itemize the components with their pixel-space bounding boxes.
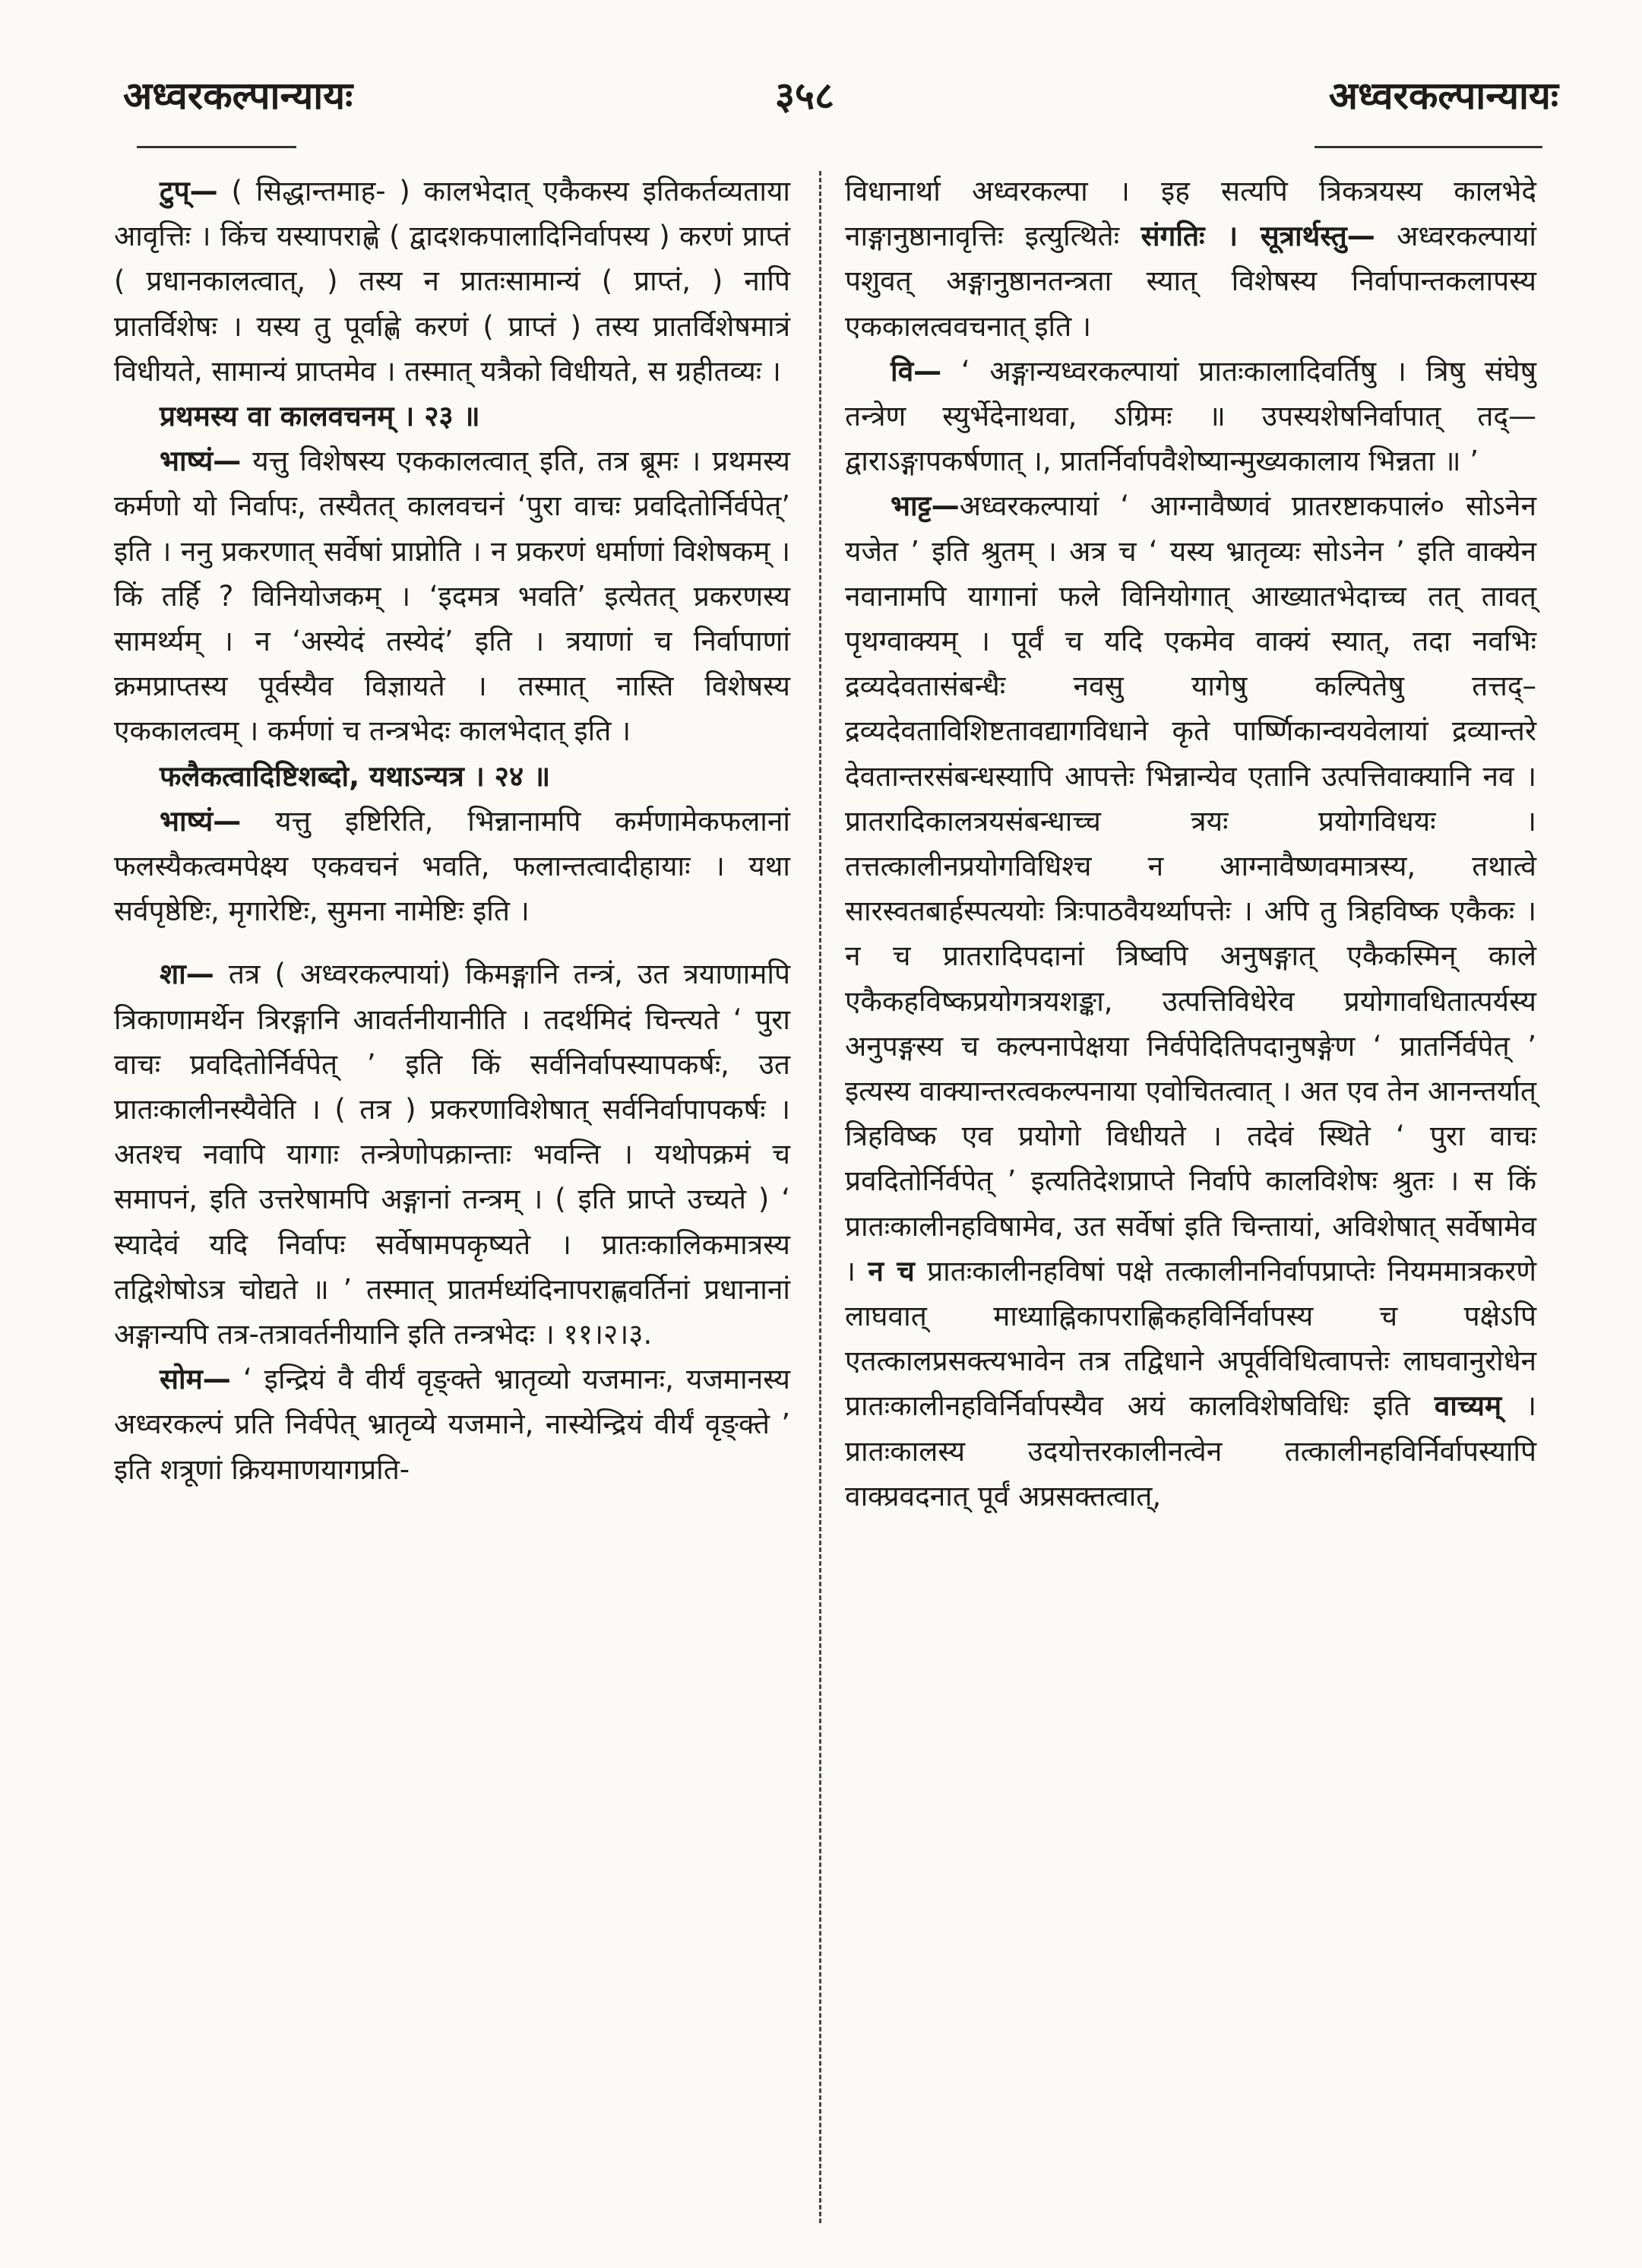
sha-commentary xyxy=(114,952,790,1357)
running-head-right: अध्वरकल्पान्यायः xyxy=(1328,74,1558,118)
sutra-24: फलैकत्वादिष्टिशब्दो, यथाऽन्यत्र । २४ ॥ xyxy=(160,759,551,793)
bhashya-24 xyxy=(114,799,790,934)
column-divider xyxy=(819,171,821,2223)
soma-cont-text-2: अध्वरकल्पायां पशुवत् अङ्गानुष्ठानतन्त्रता स्यात् विशेषस्य निर्वापान्तकलापस्य एककालत्ववचनात् इति । xyxy=(845,220,1537,343)
sha-text: तत्र ( अध्वरकल्पायां) किमङ्गानि तन्त्रं, उत त्रयाणामपि त्रिकाणामर्थेन त्रिरङ्गानि आवर्तनीयानीति । तदर्थमिदं चिन्त्यते ‘ पुरा वाचः प्रवदितोर्निर्वपेत् ’ इति किं सर्वनिर्वापस्यापकर्षः, उत प्रातःकालीनस्यैवेति । ( तत्र ) प्रकरणाविशेषात् सर्वनिर्वापापकर्षः । अतश्च नवापि यागाः तन्त्रेणोपक्रान्ताः भवन्ति । यथोपक्रमं च समापनं, इति उत्तरेषामपि अङ्गानां तन्त्रम् । ( इति प्राप्ते उच्यते ) ‘ स्यादेवं यदि निर्वापः सर्वेषामपकृष्यते । प्रातःकालिकमात्रस्य तद्विशेषोऽत्र चोद्यते ॥ ’ तस्मात् प्रातर्मध्यंदिनापराह्णवर्तिनां प्रधानानां अङ्गान्यपि तत्र-तत्रावर्तनीयानि इति तन्त्रभेदः । ११।२।३. xyxy=(114,958,790,1351)
header-rule-left xyxy=(137,146,296,148)
soma-commentary xyxy=(114,1357,790,1492)
soma-continuation xyxy=(845,169,1536,349)
bhatta-commentary xyxy=(845,483,1536,1519)
header-rule-right xyxy=(1315,146,1542,148)
tup-text: ( सिद्धान्तमाह- ) कालभेदात् एकैकस्य इतिकर्तव्यताया आवृत्तिः । किंच यस्यापराह्णे ( द्वादशकपालादिनिर्वापस्य ) करणं प्राप्तं ( प्रधानकालत्वात्, ) तस्य न प्रातःसामान्यं ( प्राप्तं, ) नापि प्रातर्विशेषः । यस्य तु पूर्वाह्णे करणं ( प्राप्तं ) तस्य प्रातर्विशेषमात्रं विधीयते, सामान्यं प्राप्तमेव । तस्मात् यत्रैको विधीयते, स ग्रहीतव्यः । xyxy=(114,175,790,388)
vi-commentary xyxy=(845,349,1536,484)
bhatta-text-2: प्रातःकालीनहविषां पक्षे तत्कालीननिर्वापप्राप्तेः नियममात्रकरणे लाघवात् माध्याह्निकापराह्णिकहविर्निर्वापस्य च पक्षेऽपि एतत्कालप्रसक्त्यभावेन तत्र तद्विधाने अपूर्वविधित्वापत्तेः लाघवानुरोधेन प्रातःकालीनहविर्निर्वापस्यैव अयं कालविशेषविधिः इति xyxy=(845,1254,1536,1423)
bhatta-label: भाट्ट— xyxy=(891,489,960,523)
left-column xyxy=(114,169,790,1492)
page-number: ३५८ xyxy=(775,74,834,118)
bhashya-24-text: यत्तु इष्टिरिति, भिन्नानामपि कर्मणामेकफलानां फलस्यैकत्वमपेक्ष्य एकवचनं भवति, फलान्तत्वादीहायाः । यथा सर्वपृष्ठेष्टिः, मृगारेष्टिः, सुमना नामेष्टिः इति । xyxy=(114,804,790,928)
tup-commentary xyxy=(114,169,790,394)
right-column xyxy=(845,169,1536,1519)
bhatta-text-3: । प्रातःकालस्य उदयोत्तरकालीनत्वेन तत्कालीनहविर्निर्वापस्यापि वाक्प्रवदनात् पूर्वं अप्रसक्तत्वात्, xyxy=(845,1389,1536,1513)
bhashya-24-label: भाष्यं— xyxy=(160,804,242,838)
tup-label: टुप्— xyxy=(160,175,218,207)
vi-label: वि— xyxy=(891,354,942,388)
soma-cont-text: विधानार्था अध्वरकल्पा । इह सत्यपि त्रिकत्रयस्य कालभेदे नाङ्गानुष्ठानावृत्तिः इत्युत्थितेः xyxy=(845,175,1536,253)
bhatta-text: अध्वरकल्पायां ‘ आग्नावैष्णवं प्रातरष्टाकपालं० सोऽनेन यजेत ’ इति श्रुतम् । अत्र च ‘ यस्य भ्रातृव्यः सोऽनेन ’ इति वाक्येन नवानामपि यागानां फले विनियोगात् आख्यातभेदाच्च तत् तावत् पृथग्वाक्यम् । पूर्वं च यदि एकमेव वाक्यं स्यात्, तदा नवभिः द्रव्यदेवतासंबन्धैः नवसु यागेषु कल्पितेषु तत्तद्–द्रव्यदेवताविशिष्टतावद्यागविधाने कृते पार्ष्णिकान्वयवेलायां द्रव्यान्तरे देवतान्तरसंबन्धस्यापि आपत्तेः भिन्नान्येव एतानि उत्पत्तिवाक्यानि नव । प्रातरादिकालत्रयसंबन्धाच्च त्रयः प्रयोगविधयः । तत्तत्कालीनप्रयोगविधिश्च न आग्नावैष्णवमात्रस्य, तथात्वे सारस्वतबार्हस्पत्ययोः त्रिःपाठवैयर्थ्यापत्तेः । अपि तु त्रिहविष्क एकैकः । न च प्रातरादिपदानां त्रिष्वपि अनुषङ्गात् एकैकस्मिन् काले एकैकहविष्कप्रयोगत्रयशङ्का, उत्पत्तिविधेरेव प्रयोगावधितात्पर्यस्य अनुपङ्गस्य च कल्पनापेक्षया निर्वपेदितिपदानुषङ्गेण ‘ प्रातर्निर्वपेत् ’ इत्यस्य वाक्यान्तरत्वकल्पनाया एवोचितत्वात् । अत एव तेन आनन्तर्यात् त्रिहविष्क एव प्रयोगो विधीयते । तदेवं स्थिते ‘ पुरा वाचः प्रवदितोर्निर्वपेत् ’ इत्यतिदेशप्राप्ते निर्वापे कालविशेषः श्रुतः । स किं प्रातःकालीनहविषामेव, उत सर्वेषां इति चिन्तायां, अविशेषात् सर्वेषामेव । xyxy=(845,489,1536,1288)
soma-label: सोम— xyxy=(160,1363,231,1396)
soma-text: ‘ इन्द्रियं वै वीर्यं वृङ्क्ते भ्रातृव्यो यजमानः, यजमानस्य अध्वरकल्पं प्रति निर्वपेत् भ्रातृव्ये यजमाने, नास्येन्द्रियं वीर्यं वृङ्क्ते ’ इति शत्रूणां क्रियमाणयागप्रति- xyxy=(114,1363,790,1486)
na-ca-emphasis: न च xyxy=(868,1254,915,1288)
sha-label: शा— xyxy=(160,958,214,991)
vachyam-emphasis: वाच्यम् xyxy=(1434,1389,1502,1423)
vi-text: ‘ अङ्गान्यध्वरकल्पायां प्रातःकालादिवर्तिषु । त्रिषु संघेषु तन्त्रेण स्युर्भेदेनाथवा, ऽग्रिमः ॥ उपस्यशेषनिर्वापात् तद्—द्वाराऽङ्गापकर्षणात् ।, प्रातर्निर्वापवैशेष्यान्मुख्यकालाय भिन्नता ॥ ’ xyxy=(845,354,1536,478)
bhashya-23-label: भाष्यं— xyxy=(160,445,242,478)
running-head-left: अध्वरकल्पान्यायः xyxy=(123,74,353,118)
sutra-23: प्रथमस्य वा कालवचनम् । २३ ॥ xyxy=(160,400,480,433)
bhashya-23 xyxy=(114,439,790,753)
sangati-label: संगतिः । सूत्रार्थस्तु— xyxy=(1141,220,1375,253)
bhashya-23-text: यत्तु विशेषस्य एककालत्वात् इति, तत्र ब्रूमः । प्रथमस्य कर्मणो यो निर्वापः, तस्यैतत् कालवचनं ‘पुरा वाचः प्रवदितोर्निर्वपेत्’ इति । ननु प्रकरणात् सर्वेषां प्राप्नोति । न प्रकरणं धर्माणां विशेषकम् । किं तर्हि ? विनियोजकम् । ‘इदमत्र भवति’ इत्येतत् प्रकरणस्य सामर्थ्यम् । न ‘अस्येदं तस्येदं’ इति । त्रयाणां च निर्वापाणां क्रमप्राप्तस्य पूर्वस्यैव विज्ञायते । तस्मात् नास्ति विशेषस्य एककालत्वम् । कर्मणां च तन्त्रभेदः कालभेदात् इति । xyxy=(114,445,790,748)
